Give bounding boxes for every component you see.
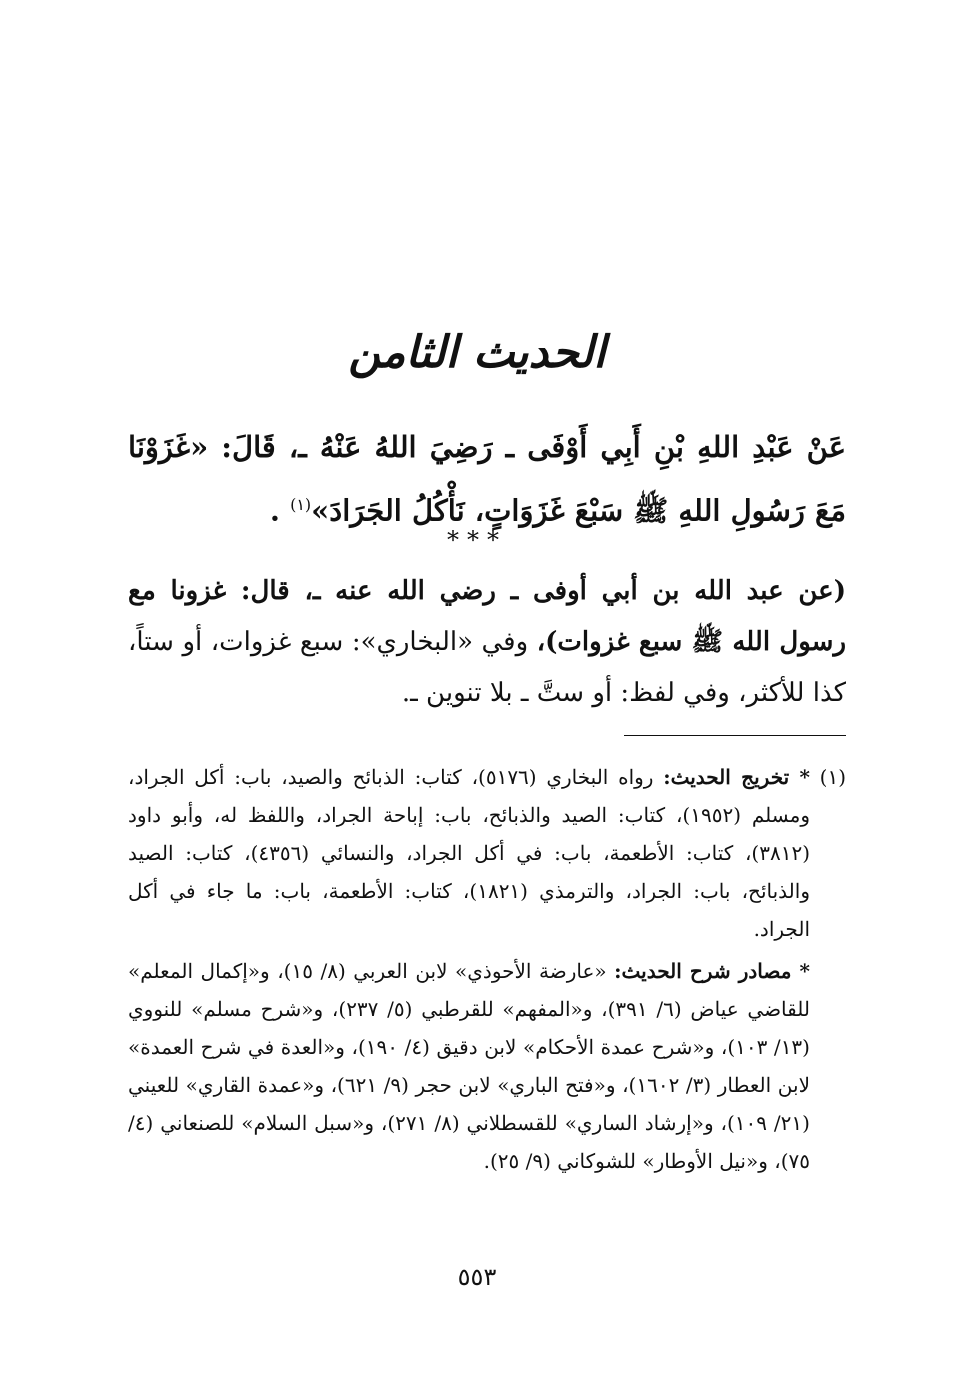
footnote-divider — [624, 735, 846, 736]
hadith-end-mark: . — [269, 493, 280, 528]
commentary-quoted-hadith: (عن عبد الله بن أبي أوفى ـ رضي الله عنه ـ، قال: غزونا مع رسول الله ﷺ سبع غزوات)، — [128, 576, 846, 657]
takhrij-label: * تخريج الحديث: — [663, 765, 810, 789]
footnote-takhrij — [128, 758, 810, 948]
sources-label: * مصادر شرح الحديث: — [614, 959, 810, 983]
chapter-title: الحديث الثامن — [348, 327, 606, 378]
commentary-text: وفي «البخاري»: سبع غزوات، أو ستاً، كذا للأكثر، وفي لفظ: أو ستَّ ـ بلا تنوين ـ. — [128, 627, 846, 708]
footnote-sources — [128, 952, 810, 1180]
footnotes-section — [128, 758, 846, 1184]
footnote-item — [128, 758, 846, 1180]
commentary-block — [128, 566, 846, 719]
page-number: ٥٥٣ — [457, 1263, 497, 1291]
footnote-reference[interactable]: (١) — [290, 495, 312, 514]
section-separator: *** — [447, 526, 507, 554]
sources-text: «عارضة الأحوذي» لابن العربي (٨/ ١٥)، و«إكمال المعلم» للقاضي عياض (٦/ ٣٩١)، و«المفهم» للقرطبي (٥/ ٢٣٧)، و«شرح مسلم» للنووي (١٣/ ١٠٣)، و«شرح عمدة الأحكام» لابن دقيق (٤/ ١٩٠)، و«العدة في شرح العمدة» لابن العطار (٣/ ١٦٠٢)، و«فتح الباري» لابن حجر (٩/ ٦٢١)، و«عمدة القاري» للعيني (٢١/ ١٠٩)، و«إرشاد الساري» للقسطلاني (٨/ ٢٧١)، و«سبل السلام» للصنعاني (٤/ ٧٥)، و«نيل الأوطار» للشوكاني (٩/ ٢٥). — [128, 959, 810, 1173]
hadith-text: عَنْ عَبْدِ اللهِ بْنِ أَبِي أَوْفَى ـ رَضِيَ اللهُ عَنْهُ ـ، قَالَ: «غَزَوْنَا مَعَ رَسُولِ اللهِ ﷺ سَبْعَ غَزَوَاتٍ، نَأْكُلُ الجَرَادَ» — [128, 430, 846, 528]
footnote-number: (١) — [819, 765, 846, 789]
takhrij-text: رواه البخاري (٥١٧٦)، كتاب: الذبائح والصيد، باب: أكل الجراد، ومسلم (١٩٥٢)، كتاب: الصيد والذبائح، باب: إباحة الجراد، واللفظ له، وأبو داود (٣٨١٢)، كتاب: الأطعمة، باب: في أكل الجراد، والنسائي (٤٣٥٦)، كتاب: الصيد والذبائح، باب: الجراد، والترمذي (١٨٢١)، كتاب: الأطعمة، باب: ما جاء في أكل الجراد. — [128, 765, 810, 941]
